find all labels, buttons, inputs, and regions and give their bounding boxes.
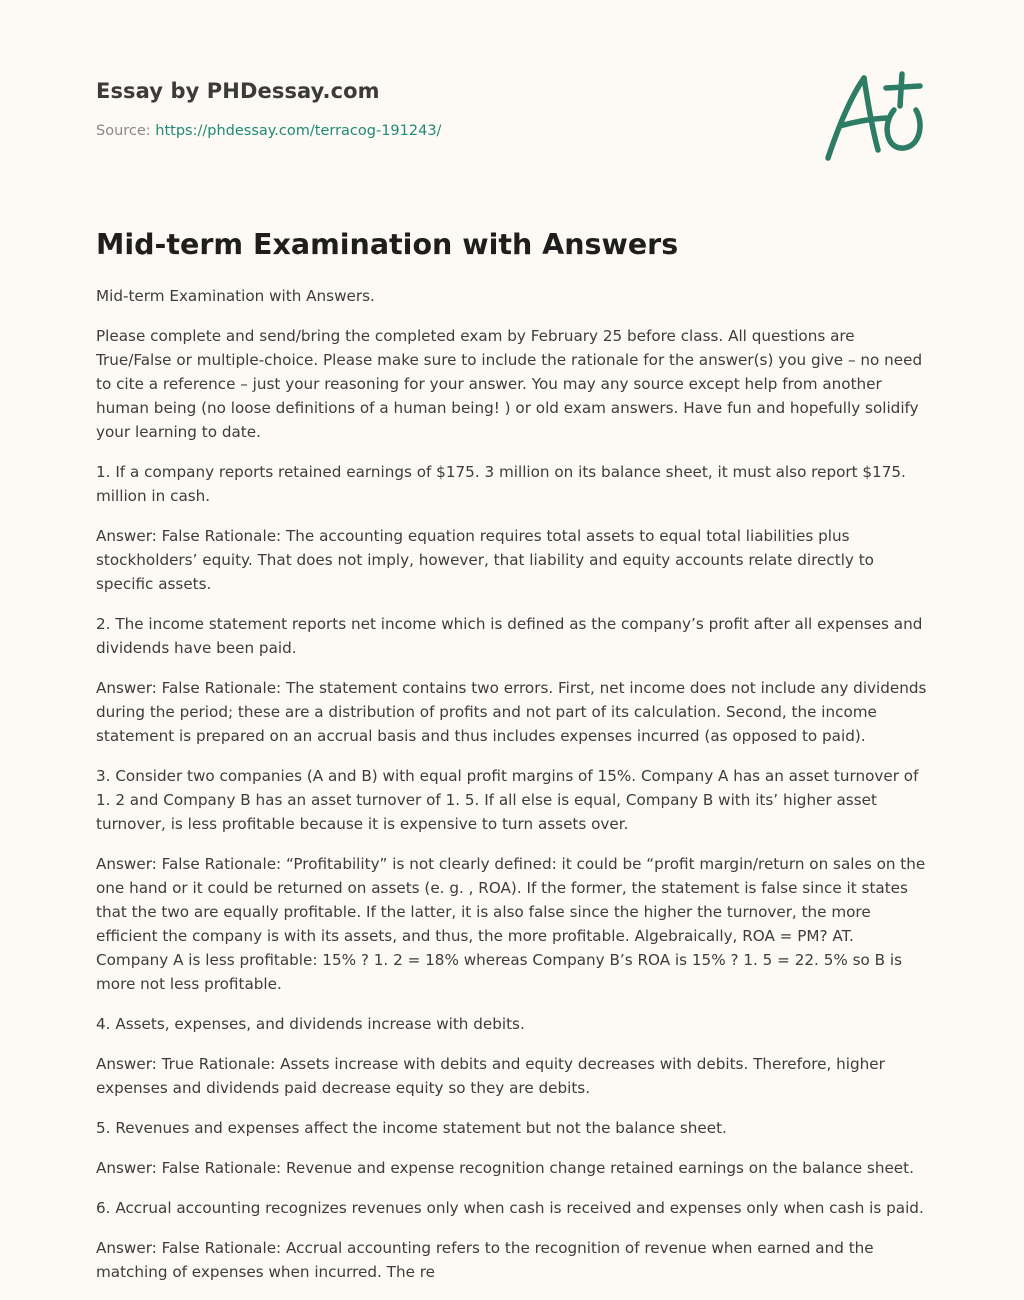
paragraph: Answer: True Rationale: Assets increase with debits and equity decreases with debits. Therefore, higher expenses and dividends paid decrease equity so they are debits.: [96, 1055, 885, 1097]
paragraph: Answer: False Rationale: Revenue and expense recognition change retained earnings on the balance sheet.: [96, 1159, 914, 1177]
source-line: [96, 122, 796, 140]
paragraph: Mid-term Examination with Answers.: [96, 287, 375, 305]
page-title: Mid-term Examination with Answers: [96, 228, 679, 261]
paragraph: 2. The income statement reports net income which is defined as the company’s profit after all expenses and dividends have been paid.: [96, 615, 923, 657]
paragraph: Answer: False Rationale: The accounting equation requires total assets to equal total liabilities plus stockholders’ equity. That does not imply, however, that liability and equity accounts relate directly to specific assets.: [96, 527, 874, 593]
paragraph: 3. Consider two companies (A and B) with equal profit margins of 15%. Company A has an asset turnover of 1. 2 and Company B has an asset turnover of 1. 5. If all else is equal, Company B with its’ higher asset turnover, is less profitable because it is expensive to turn assets over.: [96, 767, 919, 833]
paragraph: Answer: False Rationale: The statement contains two errors. First, net income does not include any dividends during the period; these are a distribution of profits and not part of its calculation. Second, the income statement is prepared on an accrual basis and thus includes expenses incurred (as opposed to paid).: [96, 679, 927, 745]
paragraph: Answer: False Rationale: Accrual accounting refers to the recognition of revenue when earned and the matching of expenses when incurred. The re: [96, 1239, 874, 1281]
essay-body: [96, 284, 930, 1300]
paragraph: 1. If a company reports retained earnings of $175. 3 million on its balance sheet, it must also report $175. million in cash.: [96, 463, 906, 505]
paragraph: 5. Revenues and expenses affect the income statement but not the balance sheet.: [96, 1119, 727, 1137]
source-label: Source:: [96, 123, 156, 139]
site-brand: Essay by PHDessay.com: [96, 79, 380, 103]
paragraph: Answer: False Rationale: “Profitability” is not clearly defined: it could be “profit margin/return on sales on the one hand or it could be returned on assets (e. g. , ROA). If the former, the statement is false since it states that the two are equally profitable. If the latter, it is also false since the higher the turnover, the more efficient the company is with its assets, and thus, the more profitable. Algebraically, ROA = PM? AT. Company A is less profitable: 15% ? 1. 2 = 18% whereas Company B’s ROA is 15% ? 1. 5 = 22. 5% so B is more not less profitable.: [96, 855, 926, 993]
paragraph: 6. Accrual accounting recognizes revenues only when cash is received and expenses only when cash is paid.: [96, 1199, 924, 1217]
paragraph: Please complete and send/bring the completed exam by February 25 before class. All questions are True/False or multiple-choice. Please make sure to include the rationale for the answer(s) you give – no need to cite a reference – just your reasoning for your answer. You may any source except help from another human being (no loose definitions of a human being! ) or old exam answers. Have fun and hopefully solidify your learning to date.: [96, 327, 923, 441]
source-link[interactable]: https://phdessay.com/terracog-191243/: [155, 123, 442, 139]
page-header: [96, 78, 796, 140]
a-plus-grade-icon: [820, 66, 930, 166]
paragraph: 4. Assets, expenses, and dividends increase with debits.: [96, 1015, 525, 1033]
